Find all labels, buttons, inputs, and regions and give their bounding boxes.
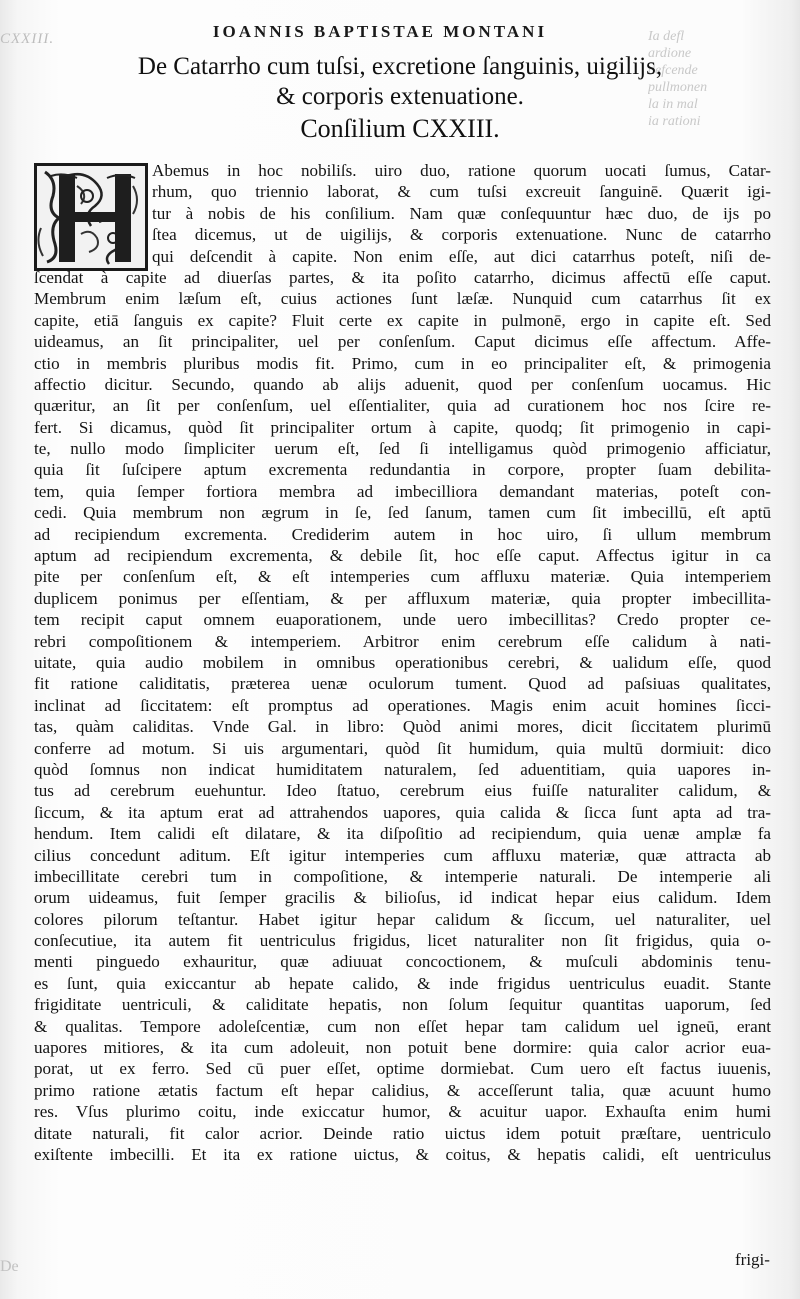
bleed-through-bottom: De (0, 1258, 19, 1275)
text-line: duplicem ponimus per eſſentiam, & per affluxum materiæ, quia propter imbecillita- (34, 588, 771, 608)
catchword: frigi- (735, 1250, 770, 1269)
bleed-line: pullmonen (648, 80, 708, 95)
bleed-line: ardione (648, 46, 692, 61)
text-line: orum uideamus, fuit ſemper gracilis & bilioſus, id indicat hepar eius calidum. Idem (34, 888, 771, 908)
text-line: tus ad cerebrum euehuntur. Ideo ſtatuo, cerebrum eius fuiſſe naturaliter calidum, & (34, 781, 771, 801)
consilium-heading: Conſilium CXXIII. (300, 114, 500, 143)
text-line: tas, quàm caliditas. Vnde Gal. in libro: Quòd animi mores, dicit ſiccitatem plurimū (34, 717, 771, 737)
text-line: inclinat ad ſiccitatem: eſt promptus ad operationes. Magis enim acuit homines ſicci- (34, 695, 771, 715)
text-line: ſiccum, & ita aptum erat ad attrahendos uapores, quia calida & ſicca ſunt apta ad tra- (34, 802, 771, 822)
text-line: es ſunt, quia exiccantur ab hepate calido, & inde frigidus uentriculus euadit. Stante (34, 973, 771, 993)
bleed-line: defcende (648, 63, 698, 78)
text-line: conſecutiue, ita autem fit uentriculus frigidus, licet naturaliter non ſit frigidus, quia o- (34, 931, 771, 951)
text-line: Membrum enim læſum eſt, cuius actiones ſunt læſæ. Nunquid cum catarrhus ſit ex (34, 289, 771, 309)
title-line: & corporis extenuatione. (276, 83, 524, 110)
text-line: ſtea dicemus, ut de uigilijs, & corporis extenuatione. Nunc de catarrho (152, 225, 771, 245)
running-header: IOANNIS BAPTISTAE MONTANI (212, 22, 548, 41)
text-line: cilius concedunt aditum. Eſt igitur intemperies cum affluxu materiæ, quæ attracta ab (34, 845, 771, 865)
text-line: ad recipiendum excrementa. Crediderim autem in hoc uiro, ſi ullum membrum (34, 524, 771, 544)
text-line: aptum ad recipiendum excrementa, & debile ſit, hoc eſſe caput. Affectus igitur in ca (34, 546, 771, 566)
text-line: pite per conſenſum eſt, & eſt intemperies cum affluxu materiæ. Quia intemperiem (34, 567, 771, 587)
text-line: quòd ſomnus non indicat humiditatem naturalem, ſed aduentitiam, quia uapores in- (34, 759, 771, 779)
text-line: rhum, quo triennio laborat, & cum tuſsi excreuit ſanguinē. Quærit igi- (152, 182, 771, 202)
text-line (34, 1165, 771, 1186)
chapter-title (80, 52, 720, 112)
text-line: affectio dicitur. Secundo, quando ab alijs aduenit, quod per conſenſum uocamus. Hic (34, 374, 771, 394)
text-line: & qualitas. Tempore adoleſcentiæ, cum non eſſet hepar tam calidum uel igneū, erant (34, 1016, 771, 1036)
text-line: porat, ut ex ferro. Sed cū puer eſſet, optime dormiebat. Cum uero eſt factus iuuenis, (34, 1059, 771, 1079)
text-line: tem recipit caput omnem euaporationem, unde uero imbecillitas? Credo propter ce- (34, 610, 771, 630)
text-line: colores pilorum teſtantur. Habet igitur hepar calidum & ſiccum, uel naturaliter, uel (34, 909, 771, 929)
bleed-line: la in mal (648, 97, 698, 112)
text-line: frigiditate uentriculi, & caliditate hepatis, non ſolum ſequitur quantitas uaporum, ſed (34, 995, 771, 1015)
text-line: uapores mitiores, & ita cum adoleuit, non potuit bene dormire: quia calor acrior eua- (34, 1038, 771, 1058)
text-line: primo ratione ætatis factum eſt hepar calidius, & acceſſerunt talia, quæ acuunt humo (34, 1080, 771, 1100)
text-line: ditate naturali, fit calor acrior. Deinde ratio uictus idem potuit præſtare, uentriculo (34, 1123, 771, 1143)
text-line: uideamus, an ſit principaliter, uel per conſenſum. Caput dicimus eſſe affectum. Affe- (34, 332, 771, 352)
text-line: exiſtente imbecilli. Et ita ex ratione uictus, & coitus, & hepatis calidi, eſt uentriculus (34, 1144, 771, 1164)
text-line: quæritur, an ſit per conſenſum, uel eſſentialiter, quia ad curationem hoc nos ſcire re- (34, 396, 771, 416)
text-line: te, nullo modo ſimpliciter uerum eſt, ſed ſi intelligamus quòd primogenio afficiatur, (34, 439, 771, 459)
text-line: ſcendat à capite ad diuerſas partes, & ita poſito catarrho, dicimus affectū eſſe caput. (34, 267, 771, 287)
text-line: conferre ad motum. Si uis argumentari, quòd ſit humidum, quia multū dormiuit: dico (34, 738, 771, 758)
text-line: hendum. Item calidi eſt dilatare, & ita diſpoſitio ad recipiendum, quia uenæ amplæ fa (34, 824, 771, 844)
bleed-line: Ia defl (648, 29, 685, 44)
bleed-through-running-head: CXXIII. (0, 31, 55, 47)
text-line: menti pinguedo exhauritur, quæ adiuuat concoctionem, & muſculi abdominis tenu- (34, 952, 771, 972)
text-line: ctio in membris pluribus modis fit. Primo, cum in eo principaliter eſt, & primogenia (34, 353, 771, 373)
text-line: cedi. Quia membrum non ægrum in ſe, ſed ſanum, tamen cum ſit imbecillū, eſt aptū (34, 503, 771, 523)
title-line: De Catarrho cum tuſsi, excretione ſanguinis, uigilijs, (137, 53, 663, 80)
text-line: uitate, quia audio mobilem in omnibus operationibus cerebri, & ualidum eſſe, quod (34, 652, 771, 672)
consilium-body (34, 160, 771, 1187)
bleed-line: ia rationi (648, 114, 701, 129)
text-line: tur à nobis de his conſilium. Nam quæ conſequuntur hæc duo, de ijs po (152, 203, 771, 223)
text-line: fert. Si dicamus, quòd ſit principaliter ortum à capite, quodq; ſit primogenio in capi- (34, 417, 771, 437)
text-line: rebri compoſitionem & intemperiem. Arbitror enim cerebrum eſſe calidum à nati- (34, 631, 771, 651)
text-line: quia ſit ſuſcipere aptum excrementa redundantia in corpore, propter ſuam debilita- (34, 460, 771, 480)
text-line: capite, etiā ſanguis ex capite? Fluit certe ex capite in pulmonē, ergo in capite eſt. Sed (34, 310, 771, 330)
text-line: imbecillitate cerebri tum in compoſitione, & intemperie naturali. De intemperie ali (34, 866, 771, 886)
text-line: tem, quia ſemper fortiora membra ad imbecilliora demandant materias, poteſt con- (34, 481, 771, 501)
text-line: Abemus in hoc nobiliſs. uiro duo, ratione quorum uocati ſumus, Catar- (152, 161, 771, 180)
text-line: qui deſcendit à capite. Non enim eſſe, aut dici catarrhus poteſt, niſi de- (152, 246, 771, 266)
text-line: fit ratione caliditatis, præterea uenæ oculorum tument. Quod ad paſsiuas qualitates, (34, 674, 771, 694)
text-line: res. Vſus plurimo coitu, inde exiccatur humor, & acuitur uapor. Exhauſta enim humi (34, 1102, 771, 1122)
